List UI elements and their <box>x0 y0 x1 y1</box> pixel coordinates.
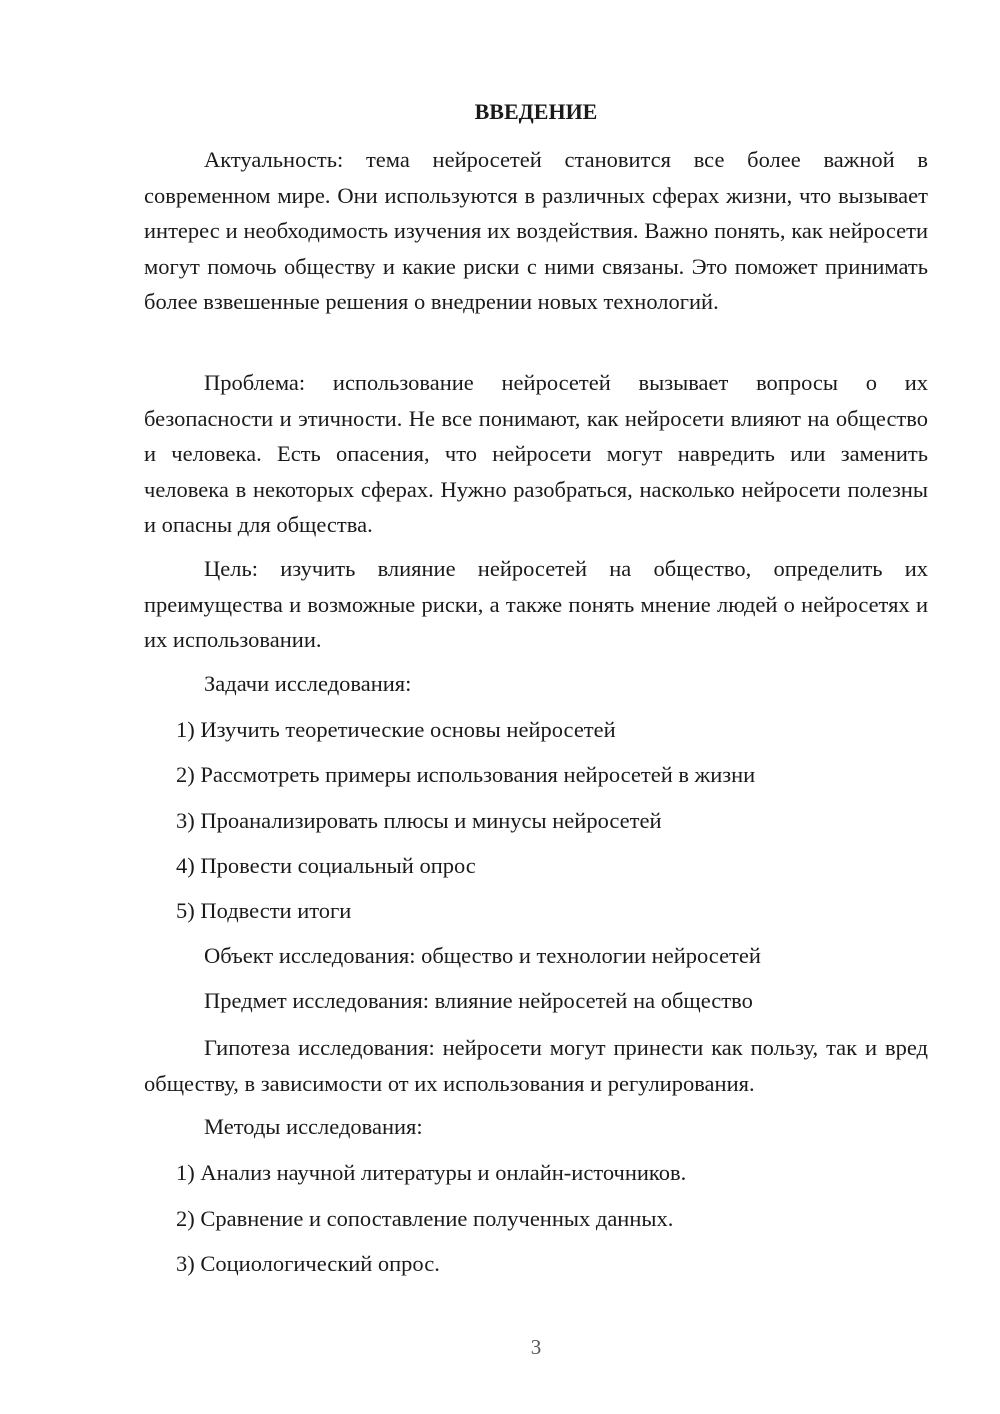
task-item: 3) Проанализировать плюсы и минусы нейросетей <box>176 808 662 833</box>
tasks-heading: Задачи исследования: <box>204 671 412 696</box>
hypothesis-paragraph: Гипотеза исследования: нейросети могут принести как пользу, так и вред обществу, в зависимости от их использования и регулирования. <box>144 1035 928 1096</box>
page-number: 3 <box>530 1335 542 1359</box>
relevance-paragraph: Актуальность: тема нейросетей становится все более важной в современном мире. Они используются в различных сферах жизни, что вызывает интерес и необходимость изучения их воздействия. Важно понять, как нейросети могут помочь обществу и какие риски с ними связаны. Это поможет принимать более взвешенные решения о внедрении новых технологий. <box>144 147 928 314</box>
document-page <box>144 0 928 1414</box>
method-item: 2) Сравнение и сопоставление полученных данных. <box>176 1206 674 1231</box>
object-line: Объект исследования: общество и технологии нейросетей <box>204 943 761 968</box>
subject-line: Предмет исследования: влияние нейросетей на общество <box>204 988 753 1013</box>
goal-paragraph: Цель: изучить влияние нейросетей на общество, определить их преимущества и возможные риски, а также понять мнение людей о нейросетях и их использовании. <box>144 556 928 652</box>
method-item: 3) Социологический опрос. <box>176 1251 440 1276</box>
task-item: 5) Подвести итоги <box>176 898 352 923</box>
methods-heading: Методы исследования: <box>204 1114 423 1139</box>
task-item: 1) Изучить теоретические основы нейросетей <box>176 717 616 742</box>
task-item: 2) Рассмотреть примеры использования нейросетей в жизни <box>176 762 756 787</box>
method-item: 1) Анализ научной литературы и онлайн-источников. <box>176 1160 687 1185</box>
task-item: 4) Провести социальный опрос <box>176 853 476 878</box>
problem-paragraph: Проблема: использование нейросетей вызывает вопросы о их безопасности и этичности. Не все понимают, как нейросети влияют на общество и человека. Есть опасения, что нейросети могут навредить или заменить человека в некоторых сферах. Нужно разобраться, насколько нейросети полезны и опасны для общества. <box>144 370 928 537</box>
section-title: ВВЕДЕНИЕ <box>474 99 598 124</box>
